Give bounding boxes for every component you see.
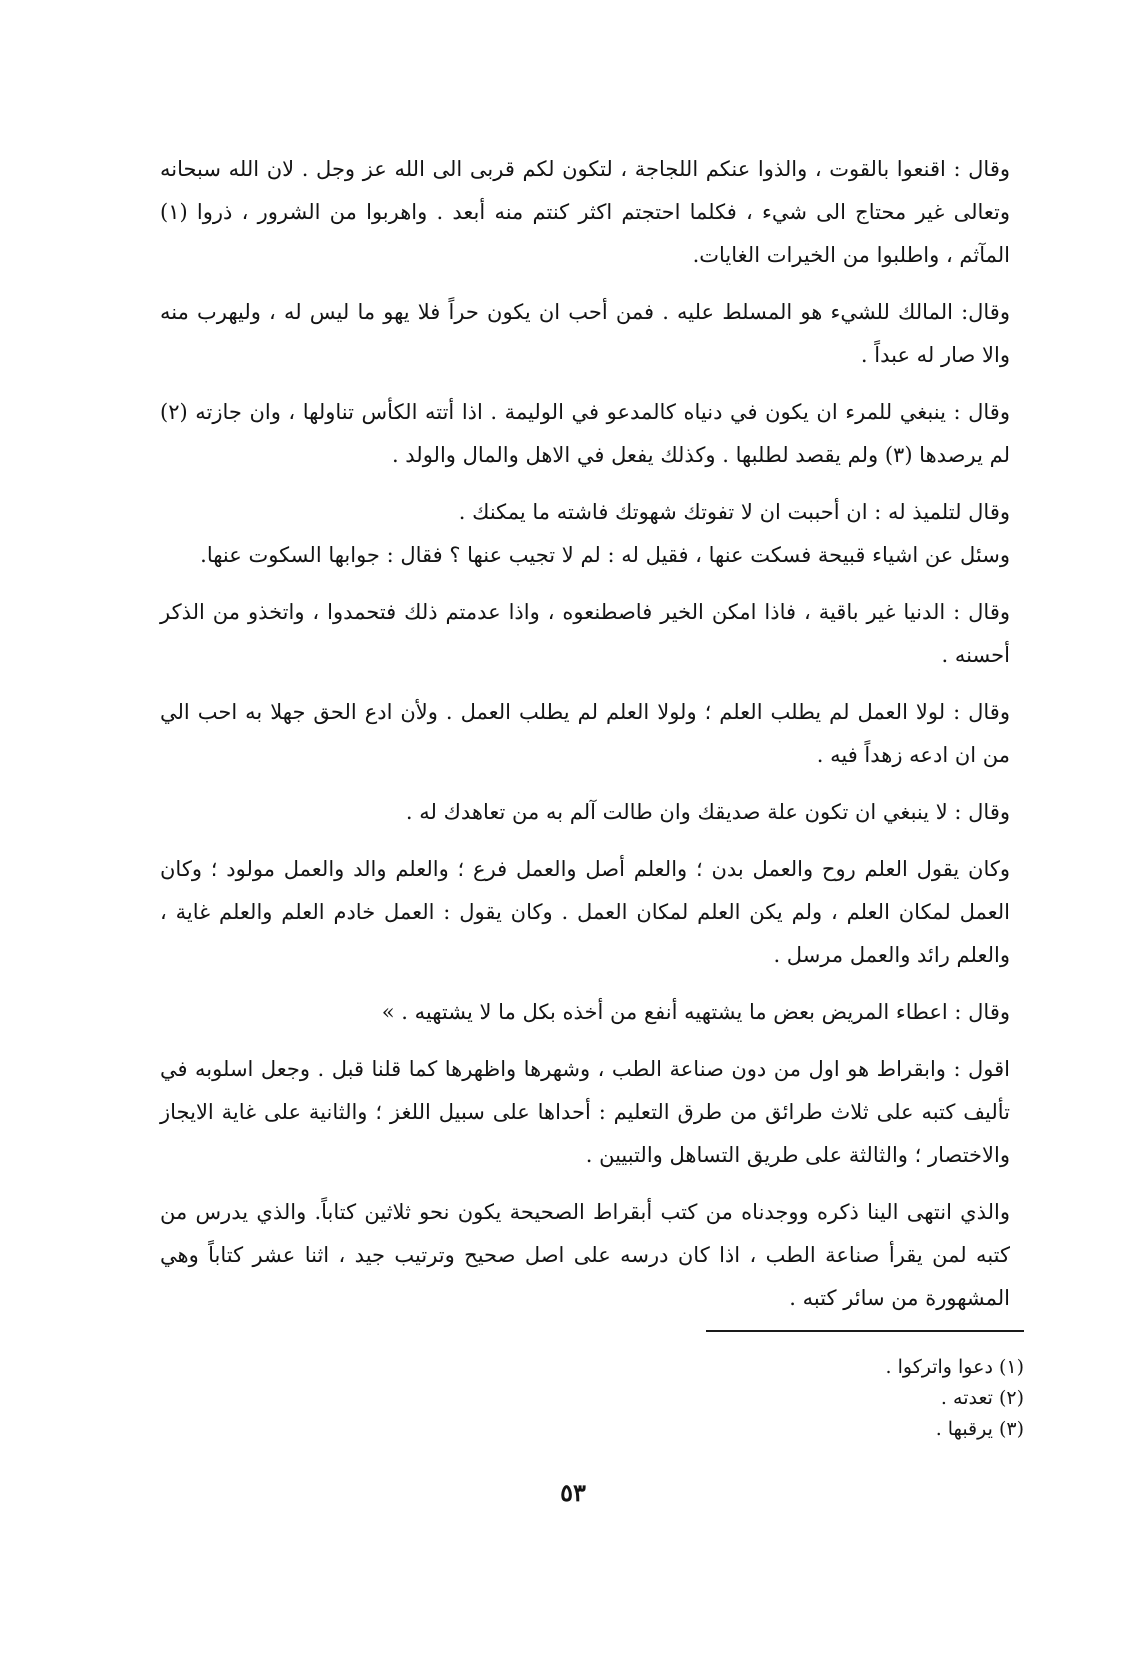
paragraph-9: وقال : اعطاء المريض بعض ما يشتهيه أنفع من أخذه بكل ما لا يشتهيه . » <box>381 1000 1010 1024</box>
paragraph-6: وقال : لولا العمل لم يطلب العلم ؛ ولولا العلم لم يطلب العمل . ولأن ادع الحق جهلا به احب الي من ان ادعه زهداً فيه . <box>160 700 1010 767</box>
paragraph-5: وقال : الدنيا غير باقية ، فاذا امكن الخير فاصطنعوه ، واذا عدمتم ذلك فتحمدوا ، واتخذو من الذكر أحسنه . <box>160 600 1010 667</box>
footnote-1: (١) دعوا واتركوا . <box>885 1356 1024 1378</box>
footnotes <box>664 1352 1024 1445</box>
paragraph-7: وقال : لا ينبغي ان تكون علة صديقك وان طالت آلم به من تعاهدك له . <box>405 800 1010 824</box>
paragraph-4: وقال لتلميذ له : ان أحببت ان لا تفوتك شهوتك فاشته ما يمكنك . وسئل عن اشياء قبيحة فسكت عنها ، فقيل له : لم لا تجيب عنها ؟ فقال : جوابها السكوت عنها. <box>200 500 1010 567</box>
footnote-3: (٣) يرقبها . <box>935 1418 1024 1440</box>
paragraph-1: وقال : اقنعوا بالقوت ، والذوا عنكم اللجاجة ، لتكون لكم قربى الى الله عز وجل . لان الله سبحانه وتعالى غير محتاج الى شيء ، فكلما احتجتم اكثر كنتم منه أبعد . واهربوا من الشرور ، ذروا (١) المآثم ، واطلبوا من الخيرات الغايات. <box>160 157 1010 267</box>
page-number: ٥٣ <box>560 1478 586 1507</box>
paragraph-8: وكان يقول العلم روح والعمل بدن ؛ والعلم أصل والعمل فرع ؛ والعلم والد والعمل مولود ؛ وكان العمل لمكان العلم ، ولم يكن العلم لمكان العمل . وكان يقول : العمل خادم العلم والعلم غاية ، والعلم رائد والعمل مرسل . <box>160 857 1010 967</box>
paragraph-10: اقول : وابقراط هو اول من دون صناعة الطب ، وشهرها واظهرها كما قلنا قبل . وجعل اسلوبه في تأليف كتبه على ثلاث طرائق من طرق التعليم : أحداها على سبيل اللغز ؛ والثانية على غاية الايجاز والاختصار ؛ والثالثة على طريق التساهل والتبيين . <box>160 1057 1010 1167</box>
paragraph-2: وقال: المالك للشيء هو المسلط عليه . فمن أحب ان يكون حراً فلا يهو ما ليس له ، وليهرب منه والا صار له عبداً . <box>160 300 1010 367</box>
paragraph-3: وقال : ينبغي للمرء ان يكون في دنياه كالمدعو في الوليمة . اذا أتته الكأس تناولها ، وان جازته (٢) لم يرصدها (٣) ولم يقصد لطلبها . وكذلك يفعل في الاهل والمال والولد . <box>160 400 1010 467</box>
footnote-divider <box>706 1330 1024 1332</box>
paragraph-11: والذي انتهى الينا ذكره ووجدناه من كتب أبقراط الصحيحة يكون نحو ثلاثين كتاباً. والذي يدرس من كتبه لمن يقرأ صناعة الطب ، اذا كان درسه على اصل صحيح وترتيب جيد ، اثنا عشر كتاباً وهي المشهورة من سائر كتبه . <box>160 1200 1010 1310</box>
main-text <box>160 148 1010 1334</box>
footnote-2: (٢) تعدته . <box>940 1387 1024 1409</box>
